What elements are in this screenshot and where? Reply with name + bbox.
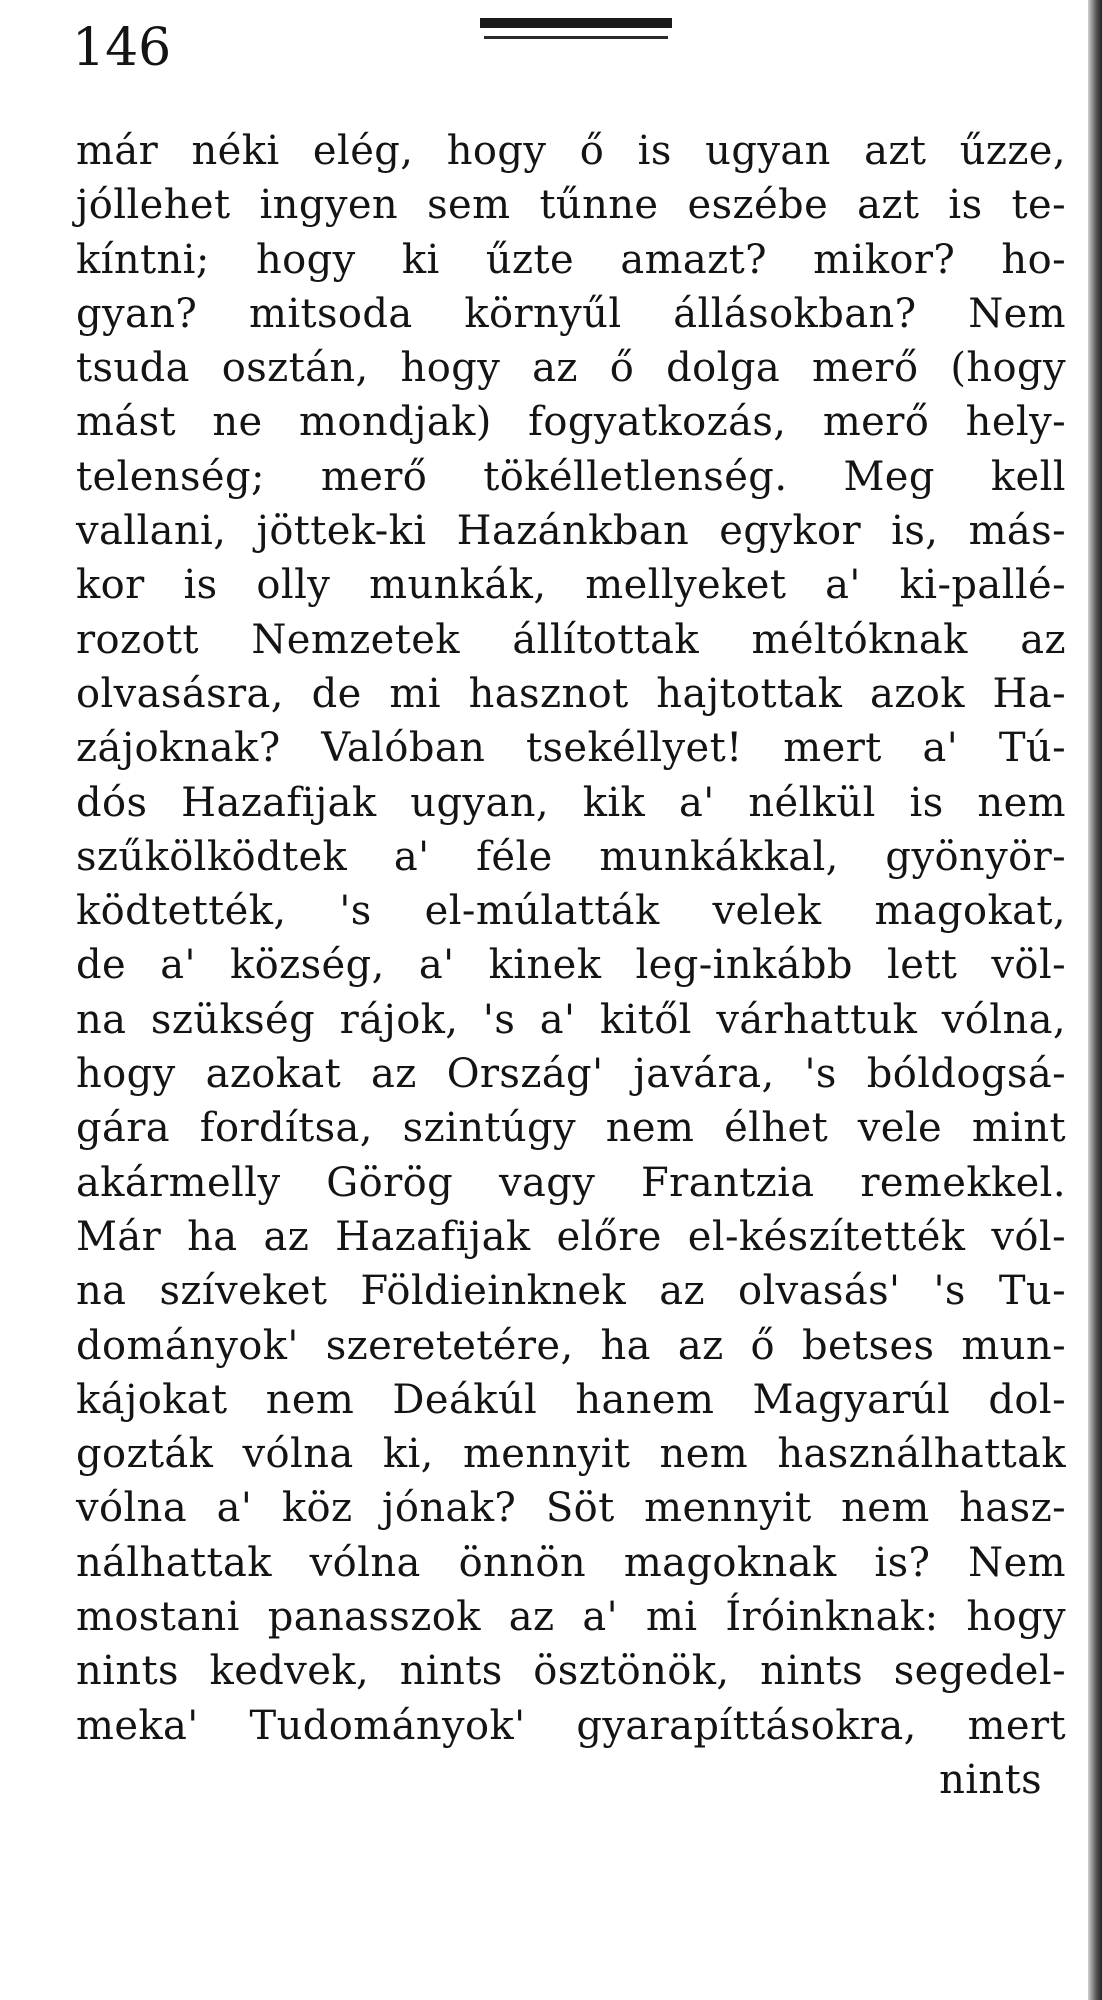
text-line: nints kedvek, nints ösztönök, nints segedel-: [76, 1648, 1066, 1695]
book-binding-edge: [1088, 0, 1102, 2000]
text-line: rozott Nemzetek állítottak méltóknak az: [76, 616, 1066, 663]
text-line: már néki elég, hogy ő is ugyan azt űzze,: [76, 128, 1066, 174]
text-line: zájoknak? Valóban tsekéllyet! mert a' Tú-: [76, 725, 1066, 772]
text-line: kájokat nem Deákúl hanem Magyarúl dol-: [76, 1376, 1066, 1423]
text-line: jóllehet ingyen sem tűnne eszébe azt is te-: [76, 182, 1066, 229]
page-number: 146: [72, 18, 172, 78]
header-rule: [480, 18, 672, 28]
text-line: meka' Tudományok' gyarapíttásokra, mert: [76, 1702, 1066, 1749]
text-line: dós Hazafijak ugyan, kik a' nélkül is nem: [76, 779, 1066, 826]
text-line: Már ha az Hazafijak előre el-készítették vól-: [76, 1213, 1066, 1260]
text-line: na szíveket Földieinknek az olvasás' 's Tu-: [76, 1268, 1066, 1315]
text-line: akármelly Görög vagy Frantzia remekkel.: [76, 1159, 1066, 1206]
text-line: szűkölködtek a' féle munkákkal, gyönyör-: [76, 833, 1066, 880]
text-line: kíntni; hogy ki űzte amazt? mikor? ho-: [76, 236, 1066, 283]
catchword: nints: [939, 1756, 1042, 1803]
text-line: de a' község, a' kinek leg-inkább lett völ-: [76, 942, 1066, 989]
text-line: kor is olly munkák, mellyeket a' ki-pallé-: [76, 562, 1066, 609]
text-line: mást ne mondjak) fogyatkozás, merő hely-: [76, 399, 1066, 446]
text-line: gozták vólna ki, mennyit nem használhattak: [76, 1431, 1066, 1478]
text-line: mostani panasszok az a' mi Íróinknak: hogy: [76, 1594, 1066, 1641]
text-line: ködtették, 's el-múlatták velek magokat,: [76, 888, 1066, 935]
text-line: vallani, jöttek-ki Hazánkban egykor is, más-: [76, 508, 1066, 555]
text-line: na szükség rájok, 's a' kitől várhattuk vólna,: [76, 996, 1066, 1043]
text-line: tsuda osztán, hogy az ő dolga merő (hogy: [76, 345, 1066, 392]
text-line: vólna a' köz jónak? Söt mennyit nem hasz-: [76, 1485, 1066, 1532]
header-rule-thin: [484, 36, 668, 39]
text-line: olvasásra, de mi hasznot hajtottak azok Ha-: [76, 670, 1066, 717]
text-line: nálhattak vólna önnön magoknak is? Nem: [76, 1539, 1066, 1586]
text-line: gyan? mitsoda környűl állásokban? Nem: [76, 290, 1066, 337]
text-line: hogy azokat az Ország' javára, 's bóldogsá-: [76, 1051, 1066, 1098]
body-text: [76, 124, 1066, 1807]
text-line: telenség; merő tökélletlenség. Meg kell: [76, 453, 1066, 500]
text-line: gára fordítsa, szintúgy nem élhet vele mint: [76, 1105, 1066, 1152]
text-line: dományok' szeretetére, ha az ő betses mun-: [76, 1322, 1066, 1369]
